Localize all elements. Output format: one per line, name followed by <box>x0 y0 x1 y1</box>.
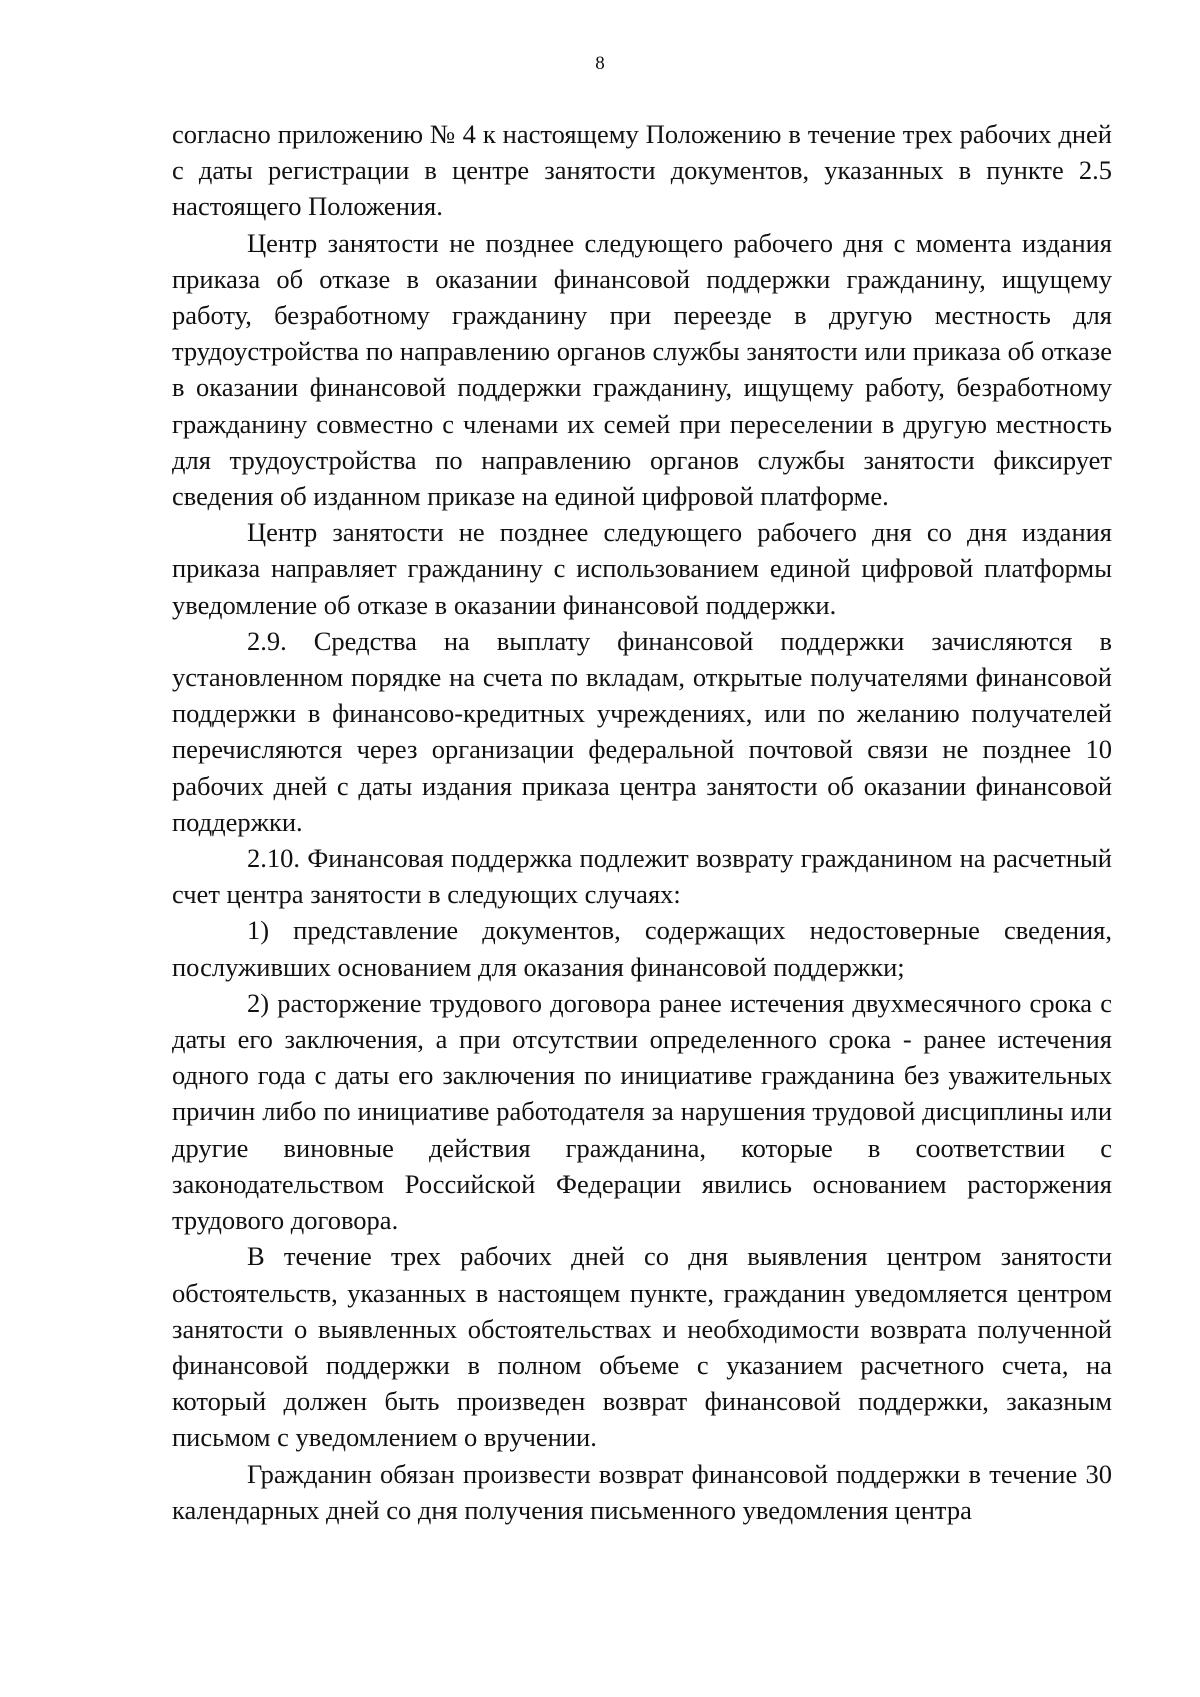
paragraph-order-recording: Центр занятости не позднее следующего рабочего дня с момента издания приказа об отказе в оказании финансовой поддержки гражданину, ищущему работу, безработному гражданину при переезде в другую местность для трудоустройства по направлению органов службы занятости или приказа об отказе в оказании финансовой поддержки гражданину, ищущему работу, безработному гражданину совместно с членами их семей при переселении в другую местность для трудоустройства по направлению органов службы занятости фиксирует сведения об изданном приказе на единой цифровой платформе. <box>172 227 1112 512</box>
paragraph-clause-2-9: 2.9. Средства на выплату финансовой поддержки зачисляются в установленном порядке на счета по вкладам, открытые получателями финансовой поддержки в финансово-кредитных учреждениях, или по желанию получателей перечисляются через организации федеральной почтовой связи не позднее 10 рабочих дней с даты издания приказа центра занятости об оказании финансовой поддержки. <box>172 625 1112 837</box>
page-number: 8 <box>595 53 605 74</box>
paragraph-refund-obligation: Гражданин обязан произвести возврат финансовой поддержки в течение 30 календарных дней со дня получения письменного уведомления центра <box>172 1458 1112 1525</box>
list-item-1: 1) представление документов, содержащих недостоверные сведения, послуживших основанием для оказания финансовой поддержки; <box>172 915 1112 982</box>
list-item-2: 2) расторжение трудового договора ранее истечения двухмесячного срока с даты его заключения, а при отсутствии определенного срока - ранее истечения одного года с даты его заключения по инициативе гражданина без уважительных причин либо по инициативе работодателя за нарушения трудовой дисциплины или другие виновные действия гражданина, которые в соответствии с законодательством Российской Федерации явились основанием расторжения трудового договора. <box>172 987 1112 1236</box>
paragraph-clause-2-10: 2.10. Финансовая поддержка подлежит возврату гражданином на расчетный счет центра занятости в следующих случаях: <box>172 843 1112 910</box>
paragraph-continuation: согласно приложению № 4 к настоящему Положению в течение трех рабочих дней с даты регистрации в центре занятости документов, указанных в пункте 2.5 настоящего Положения. <box>172 119 1112 222</box>
document-body <box>172 116 1112 1528</box>
paragraph-refusal-notice: Центр занятости не позднее следующего рабочего дня со дня издания приказа направляет гражданину с использованием единой цифровой платформы уведомление об отказе в оказании финансовой поддержки. <box>172 517 1112 620</box>
paragraph-notification: В течение трех рабочих дней со дня выявления центром занятости обстоятельств, указанных в настоящем пункте, гражданин уведомляется центром занятости о выявленных обстоятельствах и необходимости возврата полученной финансовой поддержки в полном объеме с указанием расчетного счета, на который должен быть произведен возврат финансовой поддержки, заказным письмом с уведомлением о вручении. <box>172 1241 1112 1453</box>
